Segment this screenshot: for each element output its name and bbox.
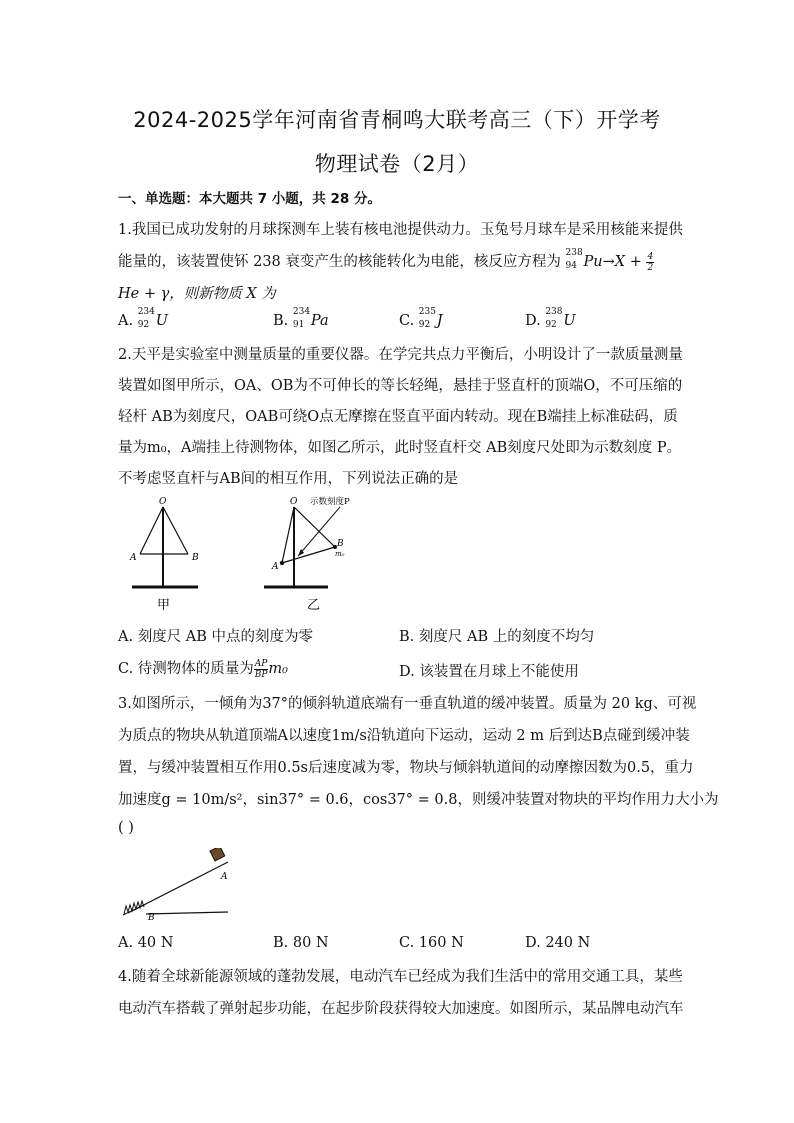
q4-line-2: 电动汽车搭载了弹射起步功能，在起步阶段获得较大加速度。如图所示，某品牌电动汽车: [118, 1001, 684, 1017]
fig-jia-caption: 甲: [157, 598, 171, 613]
q2-line-1: 2.天平是实验室中测量质量的重要仪器。在学完共点力平衡后，小明设计了一款质量测量: [118, 347, 683, 363]
q1-fraction: $\frac{4}{2}$: [647, 251, 654, 273]
fig-jia-label-a: A: [130, 553, 137, 563]
fig-jia-label-b: B: [192, 553, 199, 563]
fig-yi-pointer-label: 示数刻度P: [310, 497, 350, 507]
section-heading: 一、单选题：本大题共 7 小题，共 28 分。: [118, 191, 381, 207]
q1-option-a[interactable]: A. 234 92 U: [118, 307, 168, 330]
q1-line-3: He + γ，则新物质 X 为: [118, 286, 276, 302]
q2-line-2: 装置如图甲所示，OA、OB为不可伸长的等长轻绳，悬挂于竖直杆的顶端O，不可压缩的: [118, 378, 683, 394]
q1-nuclide-pu: 238 94 Pu: [565, 248, 603, 271]
q2-option-d[interactable]: D. 该装置在月球上不能使用: [399, 664, 579, 680]
q2-line-5: 不考虑竖直杆与AB间的相互作用，下列说法正确的是: [118, 471, 459, 487]
fig-yi-caption: 乙: [307, 598, 321, 613]
fig-jia-label-o: O: [159, 497, 167, 507]
q2-option-b[interactable]: B. 刻度尺 AB 上的刻度不均匀: [399, 629, 595, 645]
q1-line-2: [118, 250, 654, 273]
q3-line-1: 3.如图所示，一倾角为37°的倾斜轨道底端有一垂直轨道的缓冲装置。质量为 20 kg、可视: [118, 696, 697, 712]
q3-option-a[interactable]: A. 40 N: [118, 935, 174, 951]
q1-line-1: 1.我国已成功发射的月球探测车上装有核电池提供动力。玉兔号月球车是采用核能来提供: [118, 222, 683, 238]
fig-incline-label-b: B: [148, 913, 155, 923]
q2-option-a[interactable]: A. 刻度尺 AB 中点的刻度为零: [118, 629, 314, 645]
page-title: 2024-2025学年河南省青桐鸣大联考高三（下）开学考: [133, 108, 661, 132]
q2-line-3: 轻杆 AB为刻度尺，OAB可绕O点无摩擦在竖直平面内转动。现在B端挂上标准砝码，质: [118, 409, 678, 425]
fig-yi-label-a: A: [272, 562, 279, 572]
q3-line-5: ( ): [118, 820, 134, 836]
figure-jia: [118, 492, 218, 617]
q3-option-b[interactable]: B. 80 N: [273, 935, 329, 951]
fig-yi-label-b: B: [337, 539, 344, 549]
q2-option-c[interactable]: C. 待测物体的质量为 $\frac{AP}{BP}$ m₀: [118, 658, 288, 680]
q1-option-b[interactable]: B. 234 91 Pa: [273, 307, 329, 330]
fig-yi-label-o: O: [290, 497, 298, 507]
figure-yi: [262, 492, 372, 617]
q1-option-c[interactable]: C. 235 92 J: [399, 307, 443, 330]
fig-incline-label-a: A: [221, 872, 228, 882]
q1-line-2-text: 能量的，该装置使钚 238 衰变产生的核能转化为电能，核反应方程为: [118, 254, 561, 270]
figure-incline: [118, 848, 238, 923]
q2-line-4: 量为m₀，A端挂上待测物体，如图乙所示，此时竖直杆交 AB刻度尺处即为示数刻度 P。: [118, 440, 682, 456]
q3-line-3: 置，与缓冲装置相互作用0.5s后速度减为零，物块与倾斜轨道间的动摩擦因数为0.5，重力: [118, 760, 694, 776]
q3-line-2: 为质点的物块从轨道顶端A以速度1m/s沿轨道向下运动，运动 2 m 后到达B点碰到缓冲装: [118, 728, 690, 744]
q1-option-d[interactable]: D. 238 92 U: [525, 307, 576, 330]
fig-yi-label-m0: m₀: [335, 550, 345, 558]
page-subtitle: 物理试卷（2月）: [314, 152, 480, 176]
q3-line-4: 加速度g = 10m/s²，sin37° = 0.6，cos37° = 0.8，则缓冲装置对物块的平均作用力大小为: [118, 792, 719, 808]
q1-reaction-tail: →X +: [602, 254, 642, 270]
q3-option-c[interactable]: C. 160 N: [399, 935, 464, 951]
q3-option-d[interactable]: D. 240 N: [525, 935, 591, 951]
q4-line-1: 4.随着全球新能源领域的蓬勃发展，电动汽车已经成为我们生活中的常用交通工具，某些: [118, 969, 683, 985]
